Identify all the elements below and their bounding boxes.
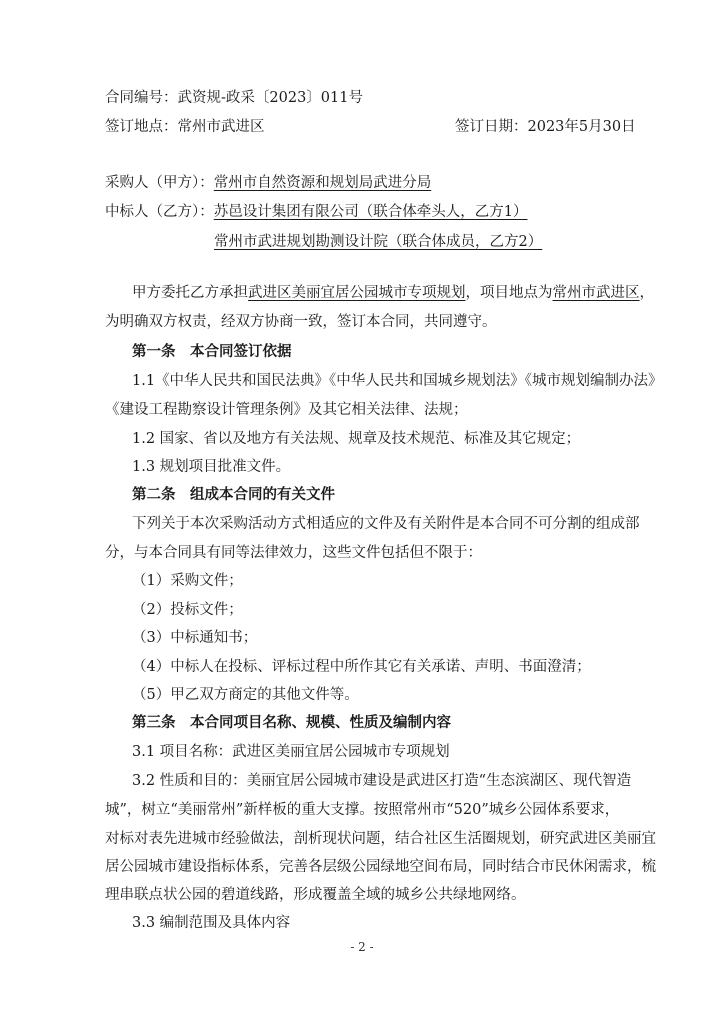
article-2-line-1: 下列关于本次采购活动方式相适应的文件及有关附件是本合同不可分割的组成部 xyxy=(132,516,640,532)
winner-2: 常州市武进规划勘测设计院（联合体成员，乙方2） xyxy=(214,234,543,250)
buyer-name: 常州市自然资源和规划局武进分局 xyxy=(213,175,432,191)
article-1-line-2: 《建设工程勘察设计管理条例》及其它相关法律、法规； xyxy=(105,402,468,418)
article-1-line-4: 1.3 规划项目批准文件。 xyxy=(132,459,291,475)
sign-date: 签订日期：2023年5月30日 xyxy=(455,119,636,135)
intro-project-name: 武进区美丽宜居公园城市专项规划 xyxy=(248,285,466,301)
winner-line xyxy=(105,202,527,222)
article-1-line-1: 1.1《中华人民共和国民法典》《中华人民共和国城乡规划法》《城市规划编制办法》 xyxy=(132,373,663,389)
intro-place: 常州市武进区 xyxy=(552,285,640,301)
sign-place: 签订地点：常州市武进区 xyxy=(105,119,265,135)
intro-text-b: ，项目地点为 xyxy=(465,285,553,301)
article-3-line-5: 居公园城市建设指标体系，完善各层级公园绿地空间布局，同时结合市民休闲需求，梳 xyxy=(105,859,656,875)
article-3-line-7: 3.3 编制范围及具体内容 xyxy=(132,915,291,931)
article-2-item-2: （2）投标文件； xyxy=(132,602,243,618)
page-number: - 2 - xyxy=(350,940,374,954)
article-3-line-6: 理串联点状公园的碧道线路，形成覆盖全域的城乡公共绿地网络。 xyxy=(105,887,526,903)
winner-1: 苏邑设计集团有限公司（联合体牵头人，乙方1） xyxy=(213,204,528,220)
intro-text-a: 甲方委托乙方承担 xyxy=(132,285,248,301)
article-3-line-3: 城”，树立“美丽常州”新样板的重大支撑。按照常州市“520”城乡公园体系要求， xyxy=(105,802,620,818)
article-2-item-4: （4）中标人在投标、评标过程中所作其它有关承诺、声明、书面澄清； xyxy=(132,659,591,675)
buyer-line xyxy=(105,173,431,193)
article-3-title: 第三条 本合同项目名称、规模、性质及编制内容 xyxy=(132,715,451,731)
article-2-line-2: 分，与本合同具有同等法律效力，这些文件包括但不限于： xyxy=(105,545,482,561)
contract-number: 合同编号：武资规-政采〔2023〕011号 xyxy=(105,90,363,106)
article-3-line-4: 对标对表先进城市经验做法，剖析现状问题，结合社区生活圈规划，研究武进区美丽宜 xyxy=(105,831,656,847)
article-1-title: 第一条 本合同签订依据 xyxy=(132,344,292,360)
intro-text-c: ， xyxy=(639,285,654,301)
winner-label: 中标人（乙方）： xyxy=(105,204,214,220)
winner-line-2 xyxy=(214,232,542,252)
article-2-item-3: （3）中标通知书； xyxy=(132,630,258,646)
buyer-label: 采购人（甲方）： xyxy=(105,175,214,191)
article-1-line-3: 1.2 国家、省以及地方有关法规、规章及技术规范、标准及其它规定； xyxy=(132,431,581,447)
article-2-item-5: （5）甲乙双方商定的其他文件等。 xyxy=(132,687,359,703)
article-3-line-2: 3.2 性质和目的：美丽宜居公园城市建设是武进区打造“生态滨湖区、现代智造 xyxy=(132,773,632,789)
article-2-item-1: （1）采购文件； xyxy=(132,573,243,589)
intro-line-1 xyxy=(132,283,654,303)
intro-line-2: 为明确双方权责，经双方协商一致，签订本合同，共同遵守。 xyxy=(105,314,497,330)
article-2-title: 第二条 组成本合同的有关文件 xyxy=(132,487,335,503)
article-3-line-1: 3.1 项目名称：武进区美丽宜居公园城市专项规划 xyxy=(132,744,450,760)
